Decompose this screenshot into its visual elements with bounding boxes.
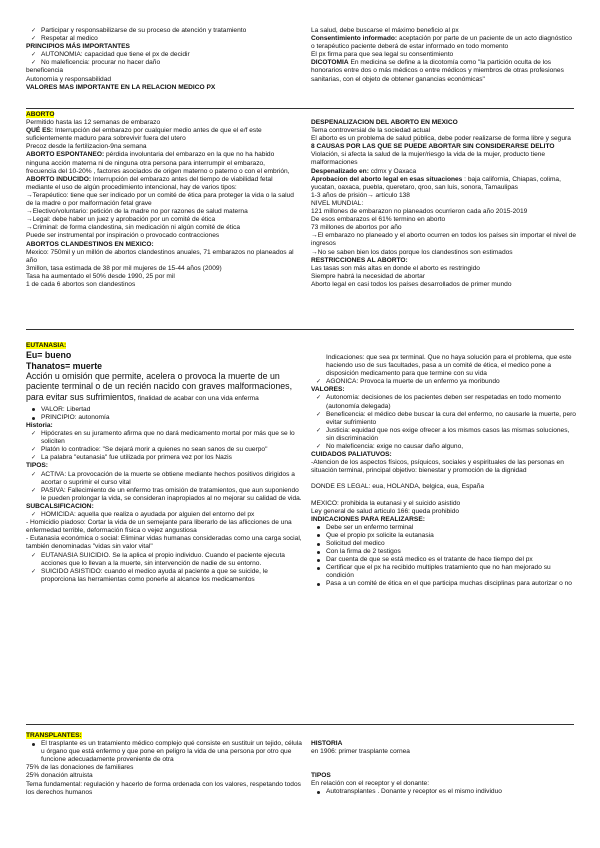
- bold-lead: Consentimiento informado:: [311, 35, 398, 43]
- text-line: 1 de cada 6 abortos son clandestinos: [26, 280, 136, 288]
- check-item: ✓ Platón lo contradice: "Se dejará morir a quienes no sean sanos de su cuerpo": [26, 446, 302, 454]
- bullet-item: Autotransplantes . Donante y receptor es el mismo individuo: [311, 788, 576, 796]
- bullet-item: El trasplante es un tratamiento médico complejo qué consiste en sustituir un tejido, célula u órgano que está enfermo y que pone en peligro la vida de una persona por otro que funcione adecuadamente proveniente de otra: [26, 740, 302, 764]
- line-text: Interrupción del embarazo por cualquier medio antes de que el e/f este suficientemente maduro para sobrevivir fuera del utero: [26, 127, 262, 143]
- text-line: 3millon, tasa estimada de 38 por mil mujeres de 15-44 años (2009): [26, 264, 222, 272]
- rich-text-line: [26, 127, 294, 143]
- rich-text-line: [311, 59, 576, 83]
- check-item: ✓ HOMICIDA: aquella que realiza o ayudada por alguien del entorno del px: [26, 511, 302, 519]
- spacer: [311, 732, 576, 740]
- bullet-item: Solicitud del medico: [311, 540, 576, 548]
- text-line: beneficencia: [26, 67, 64, 75]
- bullet-item: Con la firma de 2 testigos: [311, 548, 576, 556]
- section-heading: Historia:: [26, 422, 53, 429]
- aborto-left-column: [26, 111, 294, 289]
- text-line: 73 millones de abortos por año: [311, 224, 402, 232]
- divider-2: [26, 329, 574, 330]
- check-item: ✓ Respetar al medico: [26, 35, 294, 43]
- section-heading: INDICACIONES PARA REALIZARSE:: [311, 515, 425, 523]
- text-line: De esos embarazos el 61% termino en aborto: [311, 216, 446, 224]
- aborto-left-list: [26, 119, 294, 289]
- text-line: Ley general de salud articulo 166: queda prohibido: [311, 507, 460, 515]
- text-line: →Criminal: de forma clandestina, sin medicación ni algún comité de ética: [26, 224, 241, 232]
- text-line: Autonomía y responsabilidad: [26, 75, 112, 83]
- section-heading: TIPOS: [311, 772, 331, 780]
- rich-text-line: [26, 151, 294, 175]
- text-line: - Eutanasia económica o social: Eliminar vidas humanas consideradas como una carga social, también denominadas "vidas sin valor vital": [26, 535, 302, 551]
- aborto-right-column: [311, 119, 576, 289]
- top-right-column: [311, 27, 576, 84]
- bold-lead: DICOTOMIA: [311, 59, 349, 67]
- bullet-item: Pasa a un comité de ética en el que participa muchas disciplinas para autorizar o no: [311, 580, 576, 588]
- line-text: pérdida involuntaria del embarazo en la que no ha habido ninguna acción materna ni de ninguna otra persona para interrumpir el embarazo, frecuencia del 10-20% , factores asociados de origen materno o paterno o con el embrión,: [26, 151, 290, 175]
- eutanasia-title: EUTANASIA:: [26, 342, 67, 349]
- check-item: ✓ Participar y responsabilizarse de su proceso de atención y tratamiento: [26, 27, 294, 35]
- bullet-item: Que el propio px solicite la eutanasia: [311, 532, 576, 540]
- eutanasia-right-column: [311, 354, 576, 589]
- bold-lead: ABORTO INDUCIDO:: [26, 175, 92, 183]
- section-heading: SUBCALSIFICACION:: [26, 502, 94, 510]
- text-line: 75% de las donaciones de familiares: [26, 764, 134, 772]
- check-item: ✓ AUTONOMIA: capacidad que tiene el px de decidir: [26, 51, 294, 59]
- check-item: ✓ Autonomía: decisiones de los pacientes deben ser respetadas en todo momento (autonomía delegada): [311, 394, 576, 410]
- text-line: Las tasas son más altas en donde el aborto es restringido: [311, 264, 480, 272]
- text-line: NIVEL MUNDIAL:: [311, 199, 364, 207]
- text-line: →Terapéutico: tiene que ser indicado por un comité de ética para proteger la vida o la salud de la madre o por malformación fetal grave: [26, 191, 294, 208]
- text-line: Violación, si afecta la salud de la mujer/riesgo la vida de la mujer, producto tiene malformaciones: [311, 151, 546, 167]
- spacer: [311, 764, 576, 772]
- text-line: en 1906: primer trasplante cornea: [311, 748, 410, 756]
- bold-lead: ABORTO ESPONTANEO:: [26, 151, 105, 159]
- section-heading: VALORES:: [311, 386, 345, 394]
- text-line: →Electivo/voluntario: petición de la madre no por razones de salud materna: [26, 208, 248, 216]
- rich-text-line: [311, 35, 576, 51]
- indented-text: Indicaciones: que sea px terminal. Que no haya solución para el problema, que este haciendo uso de sus facultades, pasa a un comité de ética, el medico pone a disposición medicamento para que termine con su vida: [326, 354, 572, 378]
- rich-text-line: [311, 168, 576, 176]
- bullet-item: VALOR: Libertad: [26, 406, 302, 414]
- check-item: ✓ No maleficencia: exige no causar daño alguno,: [311, 443, 576, 451]
- check-item: ✓ AGONICA: Provoca la muerte de un enfermo ya moribundo: [311, 378, 576, 386]
- section-heading: CUIDADOS PALIATUVOS:: [311, 451, 392, 459]
- trasplantes-left-list: [26, 740, 302, 797]
- check-item: ✓ SUICIDO ASISTIDO: cuando el medico ayuda al paciente a que se suicide, le proporciona las herramientas como ponerle al alcance los medicamentos: [26, 568, 302, 584]
- trasplantes-right-column: [311, 732, 576, 796]
- definition-tail: finalidad de acabar con una vida enferma: [136, 394, 259, 402]
- bold-lead: QUÉ ES:: [26, 127, 54, 135]
- check-item: ✓ La palabra "eutanasia" fue utilizada por primera vez por los Nazis: [26, 454, 302, 462]
- text-line: Aborto legal en casi todos los países desarrollados de primer mundo: [311, 280, 512, 288]
- text-line: Tema fundamental: regulación y hacerlo de forma ordenada con los valores, respetando todos los derechos humanos: [26, 780, 301, 796]
- line-text: Interrupción del embarazo antes del tiempo de viabilidad fetal mediante el uso de algún procedimiento intencional, hay de varios tipos:: [26, 175, 273, 191]
- text-line: Mexico: 750mil y un millón de abortos clandestinos anuales, 71 embarazos no planeados al año: [26, 248, 294, 264]
- check-item: ✓ EUTANASIA SUICIDIO. Se la aplica el propio individuo. Cuando el paciente ejecuta acciones que lo llevan a la muerte, sin intervención de nadie de su entorno.: [26, 552, 302, 568]
- section-heading: ABORTOS CLANDESTINOS EN MEXICO:: [26, 240, 154, 248]
- spacer: [311, 475, 576, 483]
- text-line: 121 millones de embarazon no planeados ocurrieron cada año 2015-2019: [311, 208, 528, 216]
- eutanasia-left-list: [26, 406, 302, 584]
- eutanasia-definition: [26, 371, 302, 403]
- check-item: ✓ PASIVA: Fallecimiento de un enfermo tras omisión de tratamientos, que aun suponiendo le pueden prolongar la vida, se consideran inapropiados al no mejorar su calidad de vida.: [26, 487, 302, 503]
- text-line: →No se saben bien los datos porque los clandestinos son estimados: [311, 248, 513, 256]
- line-text: En medicina se define a la dicotomía como "la partición oculta de los honorarios entre dos o más médicos o entre médicos y miembros de otras profesiones sanitarias, con el objeto de obtener ganancias económicas": [311, 59, 564, 83]
- section-heading: VALORES MAS IMPORTANTE EN LA RELACION MEDICO PX: [26, 83, 216, 91]
- check-item: ✓ Beneficencia: el médico debe buscar la cura del enfermo, no causarle la muerte, pero evitar sufrimiento: [311, 411, 576, 427]
- text-line: Puede ser instrumental por inspiración o provocado contracciones: [26, 232, 220, 240]
- thanatos-line: Thanatos= muerte: [26, 360, 103, 371]
- bullet-item: PRINCIPIO: autonomía: [26, 414, 302, 422]
- rich-text-line: [26, 176, 294, 192]
- text-line: El px firma para que sea legal su consentimiento: [311, 51, 454, 59]
- aborto-title: ABORTO: [26, 111, 55, 118]
- section-heading: PRINCIPIOS MÁS IMPORTANTES: [26, 43, 130, 51]
- divider-1: [26, 108, 574, 109]
- text-line: -Atencion de los aspectos físicos, psíquicos, sociales y espirituales de las personas en situación terminal, principal objetivo: bienestar y promoción de la dignidad: [311, 459, 564, 475]
- section-heading: DESPENALIZACION DEL ABORTO EN MEXICO: [311, 119, 458, 126]
- text-line: Permitido hasta las 12 semanas de embarazo: [26, 119, 161, 127]
- text-line: 1-3 años de prisión→ artículo 138: [311, 191, 410, 199]
- section-heading: TIPOS:: [26, 462, 48, 470]
- bullet-item: Certificar que el px ha recibido multiples tratamiento que no han mejorado su condición: [311, 564, 576, 580]
- text-line: →Legal: debe haber un juez y aprobación por un comité de ética: [26, 216, 216, 224]
- text-line: →El embarazo no planeado y el aborto ocurren en todos los países sin importar el nivel de ingresos: [311, 232, 576, 248]
- line-text: : baja california, Chiapas, colima, yucatan, oaxaca, puebla, queretaro, qroo, san luis, sonora, Tamaulipas: [311, 175, 561, 191]
- spacer: [311, 492, 576, 500]
- text-line: El aborto es un problema de salud pública, debe poder realizarse de forma libre y segura: [311, 135, 571, 143]
- bold-lead: Despenalizado en:: [311, 167, 369, 175]
- divider-3: [26, 724, 574, 725]
- check-item: ✓ Justicia: equidad que nos exige ofrecer a los mismos casos las mismas soluciones, sin discriminación: [311, 427, 576, 443]
- spacer: [311, 756, 576, 764]
- section-heading: HISTORIA: [311, 740, 343, 747]
- text-line: La salud, debe buscarse el máximo beneficio al px: [311, 27, 459, 34]
- line-text: aceptación por parte de un paciente de un acto diagnóstico o terapéutico paciente deberá de estar informado en todo momento: [311, 35, 572, 51]
- eutanasia-left-column: [26, 342, 302, 584]
- check-item: ✓ ACTIVA: La provocación de la muerte se obtiene mediante hechos positivos dirigidos a acortar o suprimir el curso vital: [26, 471, 302, 487]
- section-heading: RESTRICCIONES AL ABORTO:: [311, 256, 408, 264]
- trasplantes-left-column: [26, 732, 302, 797]
- text-line: Tasa ha aumentado el 50% desde 1990, 25 por mil: [26, 272, 175, 280]
- rich-text-line: [311, 176, 576, 192]
- text-line: DONDE ES LEGAL: eua, HOLANDA, belgica, eua, España: [311, 483, 484, 491]
- eu-line: Eu= bueno: [26, 350, 72, 361]
- text-line: 25% donación altruista: [26, 772, 93, 780]
- text-line: MEXICO: prohibida la eutanasi y el suicido asistido: [311, 499, 461, 507]
- bullet-item: Debe ser un enfermo terminal: [311, 524, 576, 532]
- text-line: Siempre habrá la necesidad de abortar: [311, 272, 425, 280]
- top-left-column: [26, 27, 294, 92]
- section-heading: 8 CAUSAS POR LAS QUE SE PUEDE ABORTAR SIN CONSIDERARSE DELITO: [311, 143, 555, 151]
- text-line: Tema controversial de la sociedad actual: [311, 127, 431, 135]
- definition-main: Acción u omisión que permite, acelera o provoca la muerte de un paciente terminal o de un recién nacido con graves malformaciones, para evitar sus sufrimientos,: [26, 370, 293, 402]
- text-line: - Homicidio piadoso: Cortar la vida de un semejante para liberarlo de las aflicciones de una enfermedad terrible, deformación física o vejez angustiosa: [26, 519, 292, 535]
- text-line: Precoz desde la fertilizacion-9na semana: [26, 143, 147, 151]
- bold-lead: Aprobacion del aborto legal en esas situaciones: [311, 175, 463, 183]
- bullet-item: Dar cuenta de que se está medico es el tratante de hace tiempo del px: [311, 556, 576, 564]
- check-item: ✓ No maleficencia: procurar no hacer daño: [26, 59, 294, 67]
- check-item: ✓ Hipócrates en su juramento afirma que no dará medicamento mortal por más que se lo soliciten: [26, 430, 302, 446]
- trasplantes-title: TRANSPLANTES:: [26, 732, 82, 739]
- line-text: cdmx y Oaxaca: [368, 167, 417, 175]
- text-line: En relación con el receptor y el donante:: [311, 780, 430, 788]
